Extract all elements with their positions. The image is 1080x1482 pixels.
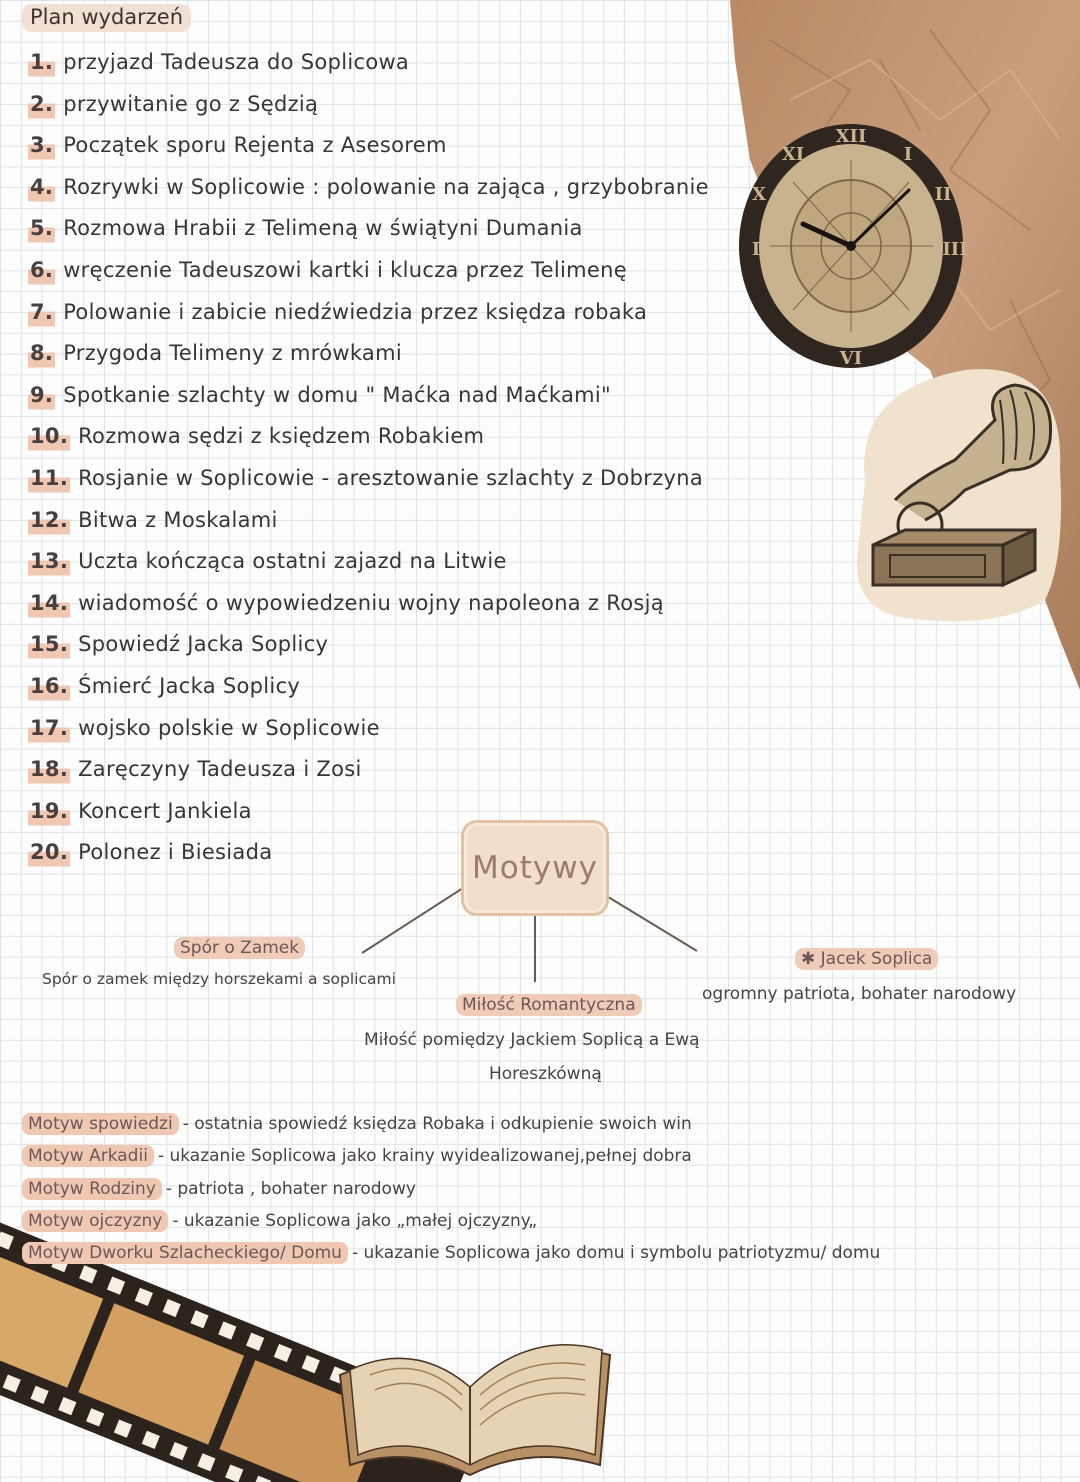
- list-item: [28, 86, 788, 128]
- list-item: [28, 626, 788, 668]
- open-book-icon: [330, 1315, 620, 1482]
- asterisk-icon: ✱: [801, 949, 821, 969]
- svg-text:VI: VI: [839, 348, 863, 369]
- list-item: [22, 1175, 1022, 1207]
- list-item: [28, 585, 788, 627]
- item-number: 6.: [28, 252, 55, 288]
- list-item: [22, 1110, 1022, 1142]
- list-item: [28, 751, 788, 793]
- item-number: 19.: [28, 793, 70, 829]
- motif-desc: - ostatnia spowiedź księdza Robaka i odkupienie swoich win: [182, 1114, 692, 1134]
- item-text: Przygoda Telimeny z mrówkami: [63, 341, 402, 366]
- list-item: [28, 543, 788, 585]
- list-item: [28, 460, 788, 502]
- list-item: [28, 127, 788, 169]
- item-text: wiadomość o wypowiedzeniu wojny napoleona z Rosją: [78, 590, 664, 615]
- svg-text:I: I: [903, 144, 913, 165]
- branch-desc-middle-line1: Miłość pomiędzy Jackiem Soplicą a Ewą: [364, 1030, 700, 1050]
- item-number: 14.: [28, 585, 70, 621]
- item-number: 8.: [28, 335, 55, 371]
- item-text: Spowiedź Jacka Soplicy: [78, 632, 329, 657]
- list-item: [28, 834, 788, 876]
- list-item: [28, 335, 788, 377]
- list-item: [28, 44, 788, 86]
- item-number: 11.: [28, 460, 70, 496]
- item-number: 16.: [28, 668, 70, 704]
- item-number: 2.: [28, 86, 55, 122]
- item-text: Bitwa z Moskalami: [78, 507, 278, 532]
- item-text: wojsko polskie w Soplicowie: [78, 715, 380, 740]
- item-number: 9.: [28, 377, 55, 413]
- motif-desc: - patriota , bohater narodowy: [165, 1178, 416, 1199]
- list-item: [28, 210, 788, 252]
- branch-desc-left: Spór o zamek między horszekami a soplicami: [42, 970, 396, 988]
- item-number: 13.: [28, 543, 70, 579]
- list-item: [22, 1142, 1022, 1174]
- item-text: Rozrywki w Soplicowie : polowanie na zająca , grzybobranie: [63, 174, 709, 199]
- motif-name: Motyw Rodziny: [22, 1178, 162, 1200]
- item-number: 10.: [28, 418, 70, 454]
- item-text: Rozmowa sędzi z księdzem Robakiem: [78, 424, 485, 449]
- item-text: Śmierć Jacka Soplicy: [78, 673, 301, 698]
- branch-label-middle: Miłość Romantyczna: [456, 994, 642, 1016]
- list-item: [28, 710, 788, 752]
- motif-desc: - ukazanie Soplicowa jako krainy wyidealizowanej,pełnej dobra: [157, 1146, 692, 1167]
- svg-text:X: X: [752, 184, 766, 205]
- branch-desc-right: ogromny patriota, bohater narodowy: [702, 984, 1017, 1004]
- item-number: 1.: [28, 44, 55, 80]
- motif-name: Motyw Dworku Szlacheckiego/ Domu: [22, 1242, 348, 1264]
- page-title: Plan wydarzeń: [22, 4, 191, 32]
- item-text: przywitanie go z Sędzią: [63, 91, 319, 116]
- motif-list: [22, 1110, 1022, 1271]
- list-item: [28, 252, 788, 294]
- item-number: 3.: [28, 127, 55, 163]
- item-text: przyjazd Tadeusza do Soplicowa: [63, 50, 410, 74]
- branch-label-right: [795, 948, 938, 970]
- item-text: Zaręczyny Tadeusza i Zosi: [78, 757, 362, 782]
- item-number: 15.: [28, 626, 70, 662]
- item-number: 12.: [28, 502, 70, 538]
- motif-name: Motyw ojczyzny: [22, 1210, 168, 1232]
- item-number: 7.: [28, 294, 55, 330]
- svg-text:IX: IX: [751, 239, 775, 260]
- motifs-center-text: Motywy: [472, 850, 598, 886]
- item-text: Uczta kończąca ostatni zajazd na Litwie: [78, 549, 507, 574]
- gramophone-icon: [845, 360, 1075, 630]
- item-text: Polonez i Biesiada: [78, 840, 273, 865]
- list-item: [28, 169, 788, 211]
- list-item: [28, 793, 788, 835]
- svg-text:XI: XI: [781, 144, 805, 165]
- motif-name: Motyw Arkadii: [22, 1145, 154, 1167]
- branch-label-right-text: Jacek Soplica: [820, 949, 933, 969]
- item-number: 20.: [28, 834, 70, 870]
- branch-label-left: Spór o Zamek: [174, 937, 305, 959]
- motif-desc: - ukazanie Soplicowa jako domu i symbolu patriotyzmu/ domu: [351, 1243, 881, 1264]
- item-text: Polowanie i zabicie niedźwiedzia przez księdza robaka: [63, 299, 648, 324]
- list-item: [28, 668, 788, 710]
- item-text: wręczenie Tadeuszowi kartki i klucza przez Telimenę: [63, 257, 627, 282]
- motif-name: Motyw spowiedzi: [22, 1113, 179, 1135]
- svg-text:XII: XII: [835, 126, 867, 147]
- branch-desc-middle-line2: Horeszkówną: [489, 1064, 602, 1084]
- item-text: Rozmowa Hrabii z Telimeną w świątyni Dumania: [63, 216, 583, 241]
- item-number: 4.: [28, 169, 55, 205]
- item-number: 5.: [28, 210, 55, 246]
- list-item: [28, 418, 788, 460]
- item-text: Koncert Jankiela: [78, 798, 252, 823]
- list-item: [28, 502, 788, 544]
- item-number: 17.: [28, 710, 70, 746]
- item-text: Początek sporu Rejenta z Asesorem: [63, 133, 447, 158]
- motif-desc: - ukazanie Soplicowa jako „małej ojczyzny„: [172, 1210, 538, 1231]
- item-number: 18.: [28, 751, 70, 787]
- item-text: Rosjanie w Soplicowie - aresztowanie szlachty z Dobrzyna: [78, 465, 704, 490]
- list-item: [28, 377, 788, 419]
- list-item: [22, 1207, 1022, 1239]
- list-item: [28, 294, 788, 336]
- plan-list: [28, 44, 788, 876]
- svg-text:III: III: [942, 239, 968, 260]
- motifs-center-label: [461, 820, 609, 916]
- list-item: [22, 1239, 1022, 1271]
- svg-text:II: II: [934, 184, 952, 205]
- item-text: Spotkanie szlachty w domu " Maćka nad Maćkami": [63, 382, 612, 407]
